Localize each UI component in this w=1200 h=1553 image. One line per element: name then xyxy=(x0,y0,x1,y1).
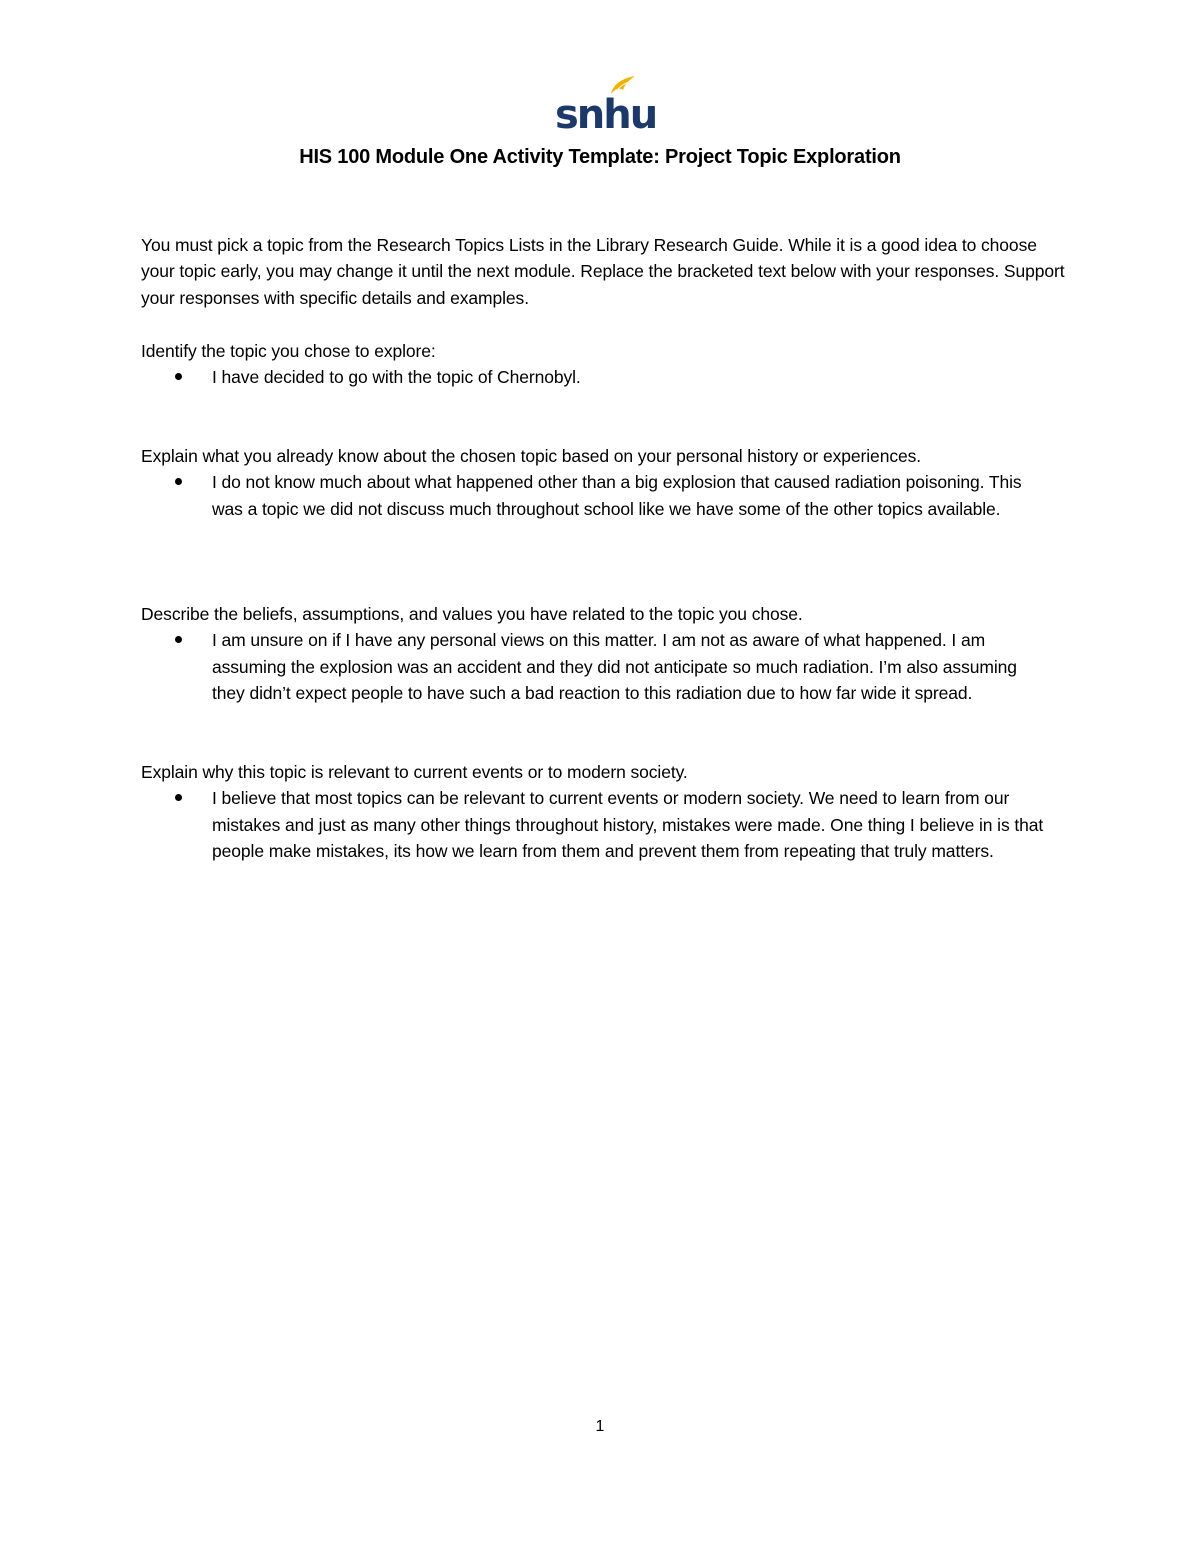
answer-text: I have decided to go with the topic of Chernobyl. xyxy=(212,367,581,388)
bullet-icon xyxy=(175,636,182,643)
section-prior-knowledge xyxy=(141,443,1071,522)
answer-bullet xyxy=(141,627,1052,706)
answer-bullet xyxy=(141,364,1052,390)
prompt-text: Explain why this topic is relevant to current events or to modern society. xyxy=(141,762,688,782)
prompt-text: Describe the beliefs, assumptions, and values you have related to the topic you chose. xyxy=(141,604,803,624)
answer-text: I believe that most topics can be relevant to current events or modern society. We need to learn from our mistakes and just as many other things throughout history, mistakes were made. One thing I believe in is that people make mistakes, its how we learn from them and prevent them from repeating that truly matters. xyxy=(212,788,1044,862)
snhu-logo xyxy=(553,72,657,138)
instructions-paragraph: You must pick a topic from the Research Topics Lists in the Library Research Guide. While it is a good idea to choose your topic early, you may change it until the next module. Replace the bracketed text below with your responses. Support your responses with specific details and examples. xyxy=(141,235,1065,308)
svg-text:snhu: snhu xyxy=(555,92,657,138)
section-topic xyxy=(141,338,1071,391)
answer-bullet xyxy=(141,469,1052,522)
bullet-icon xyxy=(175,794,182,801)
flame-leaf-icon xyxy=(553,72,657,138)
bullet-icon xyxy=(175,373,182,380)
prompt-text: Explain what you already know about the chosen topic based on your personal history or experiences. xyxy=(141,446,922,466)
section-beliefs xyxy=(141,601,1071,707)
prompt-text: Identify the topic you chose to explore: xyxy=(141,341,436,361)
answer-text: I do not know much about what happened other than a big explosion that caused radiation poisoning. This was a topic we did not discuss much throughout school like we have some of the other topics available. xyxy=(212,472,1022,519)
section-relevance xyxy=(141,759,1071,865)
page-number: 1 xyxy=(595,1418,605,1435)
answer-bullet xyxy=(141,785,1052,864)
bullet-icon xyxy=(175,478,182,485)
answer-text: I am unsure on if I have any personal views on this matter. I am not as aware of what happened. I am assuming the explosion was an accident and they did not anticipate so much radiation. I’m also assuming they didn’t expect people to have such a bad reaction to this radiation due to how far wide it spread. xyxy=(212,630,1017,704)
document-title: HIS 100 Module One Activity Template: Project Topic Exploration xyxy=(299,146,901,168)
